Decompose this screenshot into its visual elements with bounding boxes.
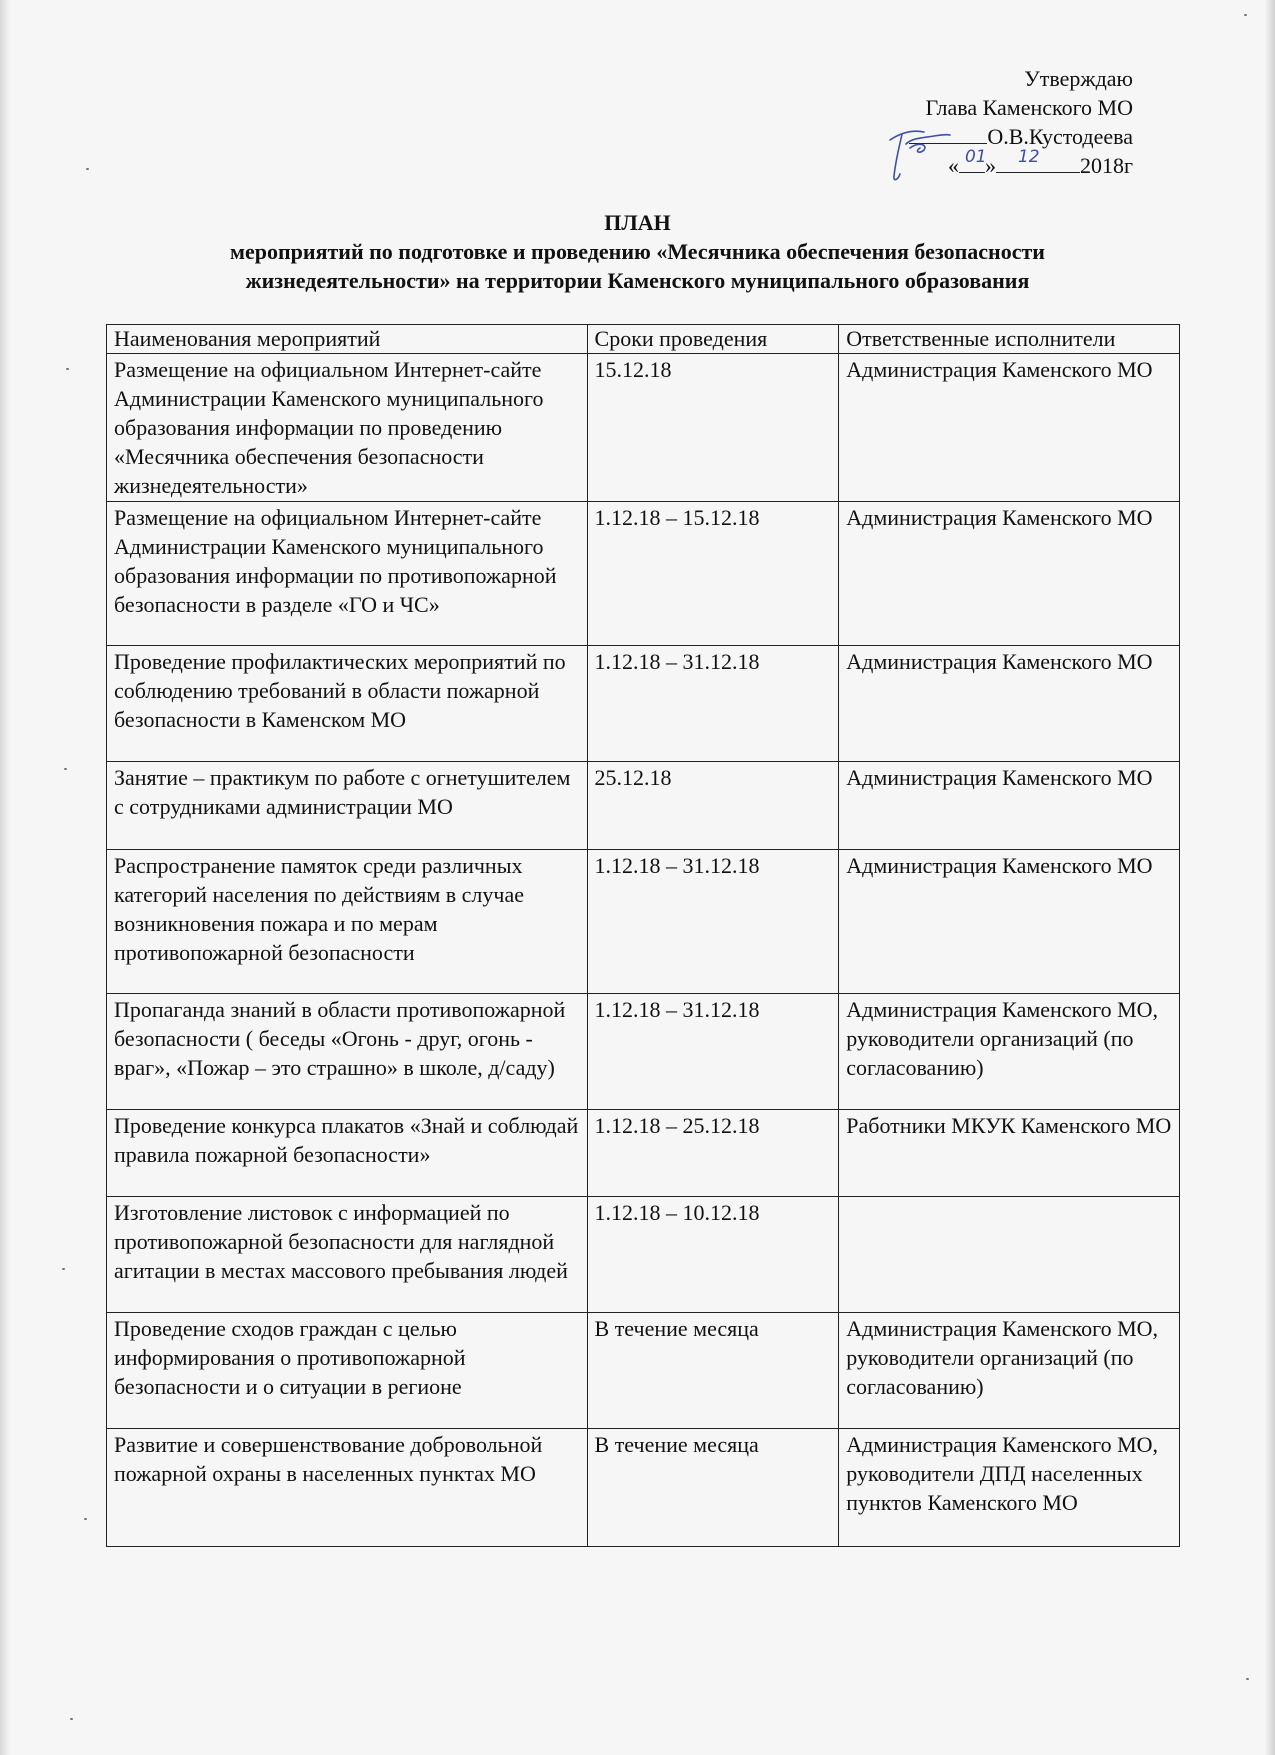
header-date: Сроки проведения: [587, 325, 839, 354]
scan-speck: [1246, 1678, 1249, 1680]
responsible-cell: Администрация Каменского МО: [839, 762, 1180, 850]
event-cell: Изготовление листовок с информацией по противопожарной безопасности для наглядной агитации в местах массового пребывания людей: [107, 1197, 588, 1313]
table-row: [107, 1197, 1180, 1313]
responsible-cell: [839, 1197, 1180, 1313]
date-cell: 1.12.18 – 10.12.18: [587, 1197, 839, 1313]
event-cell: Проведение сходов граждан с целью информирования о противопожарной безопасности и о ситуации в регионе: [107, 1313, 588, 1429]
date-month-handwritten: 12: [1017, 147, 1040, 167]
event-cell: Проведение конкурса плакатов «Знай и соблюдай правила пожарной безопасности»: [107, 1110, 588, 1197]
date-day-blank: [959, 147, 987, 173]
event-cell: Занятие – практикум по работе с огнетушителем с сотрудниками администрации МО: [107, 762, 588, 850]
header-responsible: Ответственные исполнители: [839, 325, 1180, 354]
date-month-blank: [996, 147, 1080, 173]
date-cell: 1.12.18 – 31.12.18: [587, 850, 839, 994]
date-cell: 25.12.18: [587, 762, 839, 850]
approval-word: Утверждаю: [1024, 66, 1133, 91]
date-cell: 1.12.18 – 31.12.18: [587, 646, 839, 762]
scan-speck: [1244, 14, 1247, 16]
responsible-cell: Администрация Каменского МО: [839, 850, 1180, 994]
date-cell: В течение месяца: [587, 1429, 839, 1547]
plan-table: [106, 324, 1180, 1547]
document-title: [0, 208, 1275, 295]
date-quote-close: »: [984, 153, 996, 178]
handwritten-signature: [884, 118, 956, 190]
scan-speck: [86, 168, 89, 170]
table-row: [107, 354, 1180, 502]
event-cell: Распространение памяток среди различных категорий населения по действиям в случае возникновения пожара и по мерам противопожарной безопасности: [107, 850, 588, 994]
title-line-2: жизнедеятельности» на территории Каменского муниципального образования: [245, 268, 1030, 293]
responsible-cell: Администрация Каменского МО: [839, 354, 1180, 502]
date-year: 2018г: [1079, 153, 1133, 178]
title-heading: ПЛАН: [604, 210, 671, 235]
responsible-cell: Администрация Каменского МО, руководители организаций (по согласованию): [839, 994, 1180, 1110]
date-cell: 1.12.18 – 15.12.18: [587, 502, 839, 646]
event-cell: Пропаганда знаний в области противопожарной безопасности ( беседы «Огонь - друг, огонь - враг», «Пожар – это страшно» в школе, д/саду): [107, 994, 588, 1110]
table-row: [107, 502, 1180, 646]
responsible-cell: Администрация Каменского МО, руководители ДПД населенных пунктов Каменского МО: [839, 1429, 1180, 1547]
scan-speck: [70, 1718, 73, 1720]
table-row: [107, 1429, 1180, 1547]
event-cell: Развитие и совершенствование добровольной пожарной охраны в населенных пунктах МО: [107, 1429, 588, 1547]
responsible-cell: Администрация Каменского МО, руководители организаций (по согласованию): [839, 1313, 1180, 1429]
table-row: [107, 850, 1180, 994]
event-cell: Проведение профилактических мероприятий по соблюдению требований в области пожарной безопасности в Каменском МО: [107, 646, 588, 762]
scan-speck: [66, 368, 69, 370]
title-line-1: мероприятий по подготовке и проведению «Месячника обеспечения безопасности: [230, 239, 1045, 264]
date-quote-open: «: [947, 153, 959, 178]
date-cell: В течение месяца: [587, 1313, 839, 1429]
table-header-row: [107, 325, 1180, 354]
table-row: [107, 1313, 1180, 1429]
table-row: [107, 1110, 1180, 1197]
scan-speck: [84, 1518, 87, 1520]
scan-speck: [64, 768, 67, 770]
header-event: Наименования мероприятий: [107, 325, 588, 354]
responsible-cell: Администрация Каменского МО: [839, 646, 1180, 762]
approver-title: Глава Каменского МО: [925, 95, 1133, 120]
table-row: [107, 762, 1180, 850]
date-cell: 1.12.18 – 31.12.18: [587, 994, 839, 1110]
approver-name: О.В.Кустодеева: [987, 124, 1133, 149]
table-row: [107, 646, 1180, 762]
table-row: [107, 994, 1180, 1110]
date-cell: 1.12.18 – 25.12.18: [587, 1110, 839, 1197]
date-day-handwritten: 01: [964, 147, 987, 167]
event-cell: Размещение на официальном Интернет-сайте Администрации Каменского муниципального образования информации по проведению «Месячника обеспечения безопасности жизнедеятельности»: [107, 354, 588, 502]
scan-speck: [62, 1268, 65, 1270]
responsible-cell: Работники МКУК Каменского МО: [839, 1110, 1180, 1197]
date-cell: 15.12.18: [587, 354, 839, 502]
responsible-cell: Администрация Каменского МО: [839, 502, 1180, 646]
event-cell: Размещение на официальном Интернет-сайте Администрации Каменского муниципального образования информации по противопожарной безопасности в разделе «ГО и ЧС»: [107, 502, 588, 646]
